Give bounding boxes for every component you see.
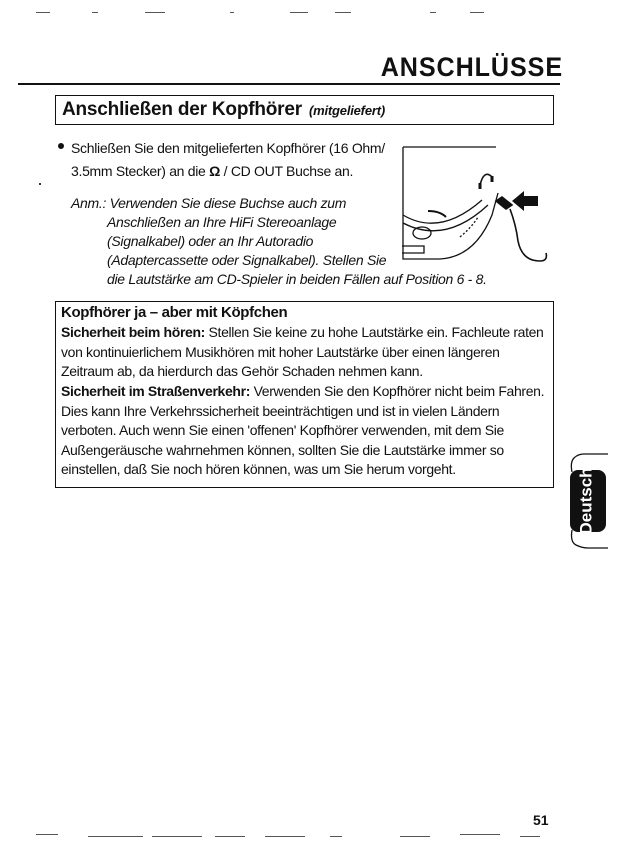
language-tab-label: Deutsch (577, 467, 597, 535)
hearing-safety-label: Sicherheit beim hören: (61, 324, 205, 340)
scan-mark (36, 834, 58, 835)
traffic-safety-line-2: Dies kann Ihre Verkehrssicherheit beeinträchtigen und ist in vielen Ländern (61, 403, 500, 419)
headphone-jack-icon (480, 174, 492, 189)
hearing-safety-line-2: von kontinuierlichem Musikhören mit hoher Lautstärke über einen längeren (61, 344, 500, 360)
cd-player-drawing (402, 147, 498, 259)
bullet-dot (58, 143, 64, 149)
header-rule (18, 83, 560, 85)
note-line-4: (Adaptercassette oder Signalkabel). Stellen Sie (107, 252, 387, 268)
note-line-2: Anschließen an Ihre HiFi Stereoanlage (107, 214, 337, 230)
headphone-connection-illustration (400, 145, 560, 275)
page-number: 51 (533, 812, 549, 828)
hearing-safety-line-1 (61, 323, 544, 341)
safety-warning-box (55, 301, 554, 488)
scan-mark (400, 836, 430, 837)
scan-mark (88, 836, 143, 837)
note-line-5: die Lautstärke am CD-Spieler in beiden Fällen auf Position 6 - 8. (107, 271, 487, 287)
bullet-line-2-text: 3.5mm Stecker) an die (71, 163, 206, 179)
traffic-safety-label: Sicherheit im Straßenverkehr: (61, 383, 251, 399)
traffic-safety-text: Verwenden Sie den Kopfhörer nicht beim Fahren. (253, 383, 545, 399)
scan-mark (430, 12, 436, 13)
scan-mark (470, 12, 484, 13)
section-title (62, 99, 385, 121)
scan-mark (230, 12, 234, 13)
note-line-3: (Signalkabel) oder an Ihr Autoradio (107, 233, 314, 249)
scan-mark (335, 12, 351, 13)
scan-mark (152, 836, 202, 837)
scan-mark (520, 836, 540, 837)
scan-mark (215, 836, 245, 837)
section-title-box (55, 95, 554, 125)
hearing-safety-text: Stellen Sie keine zu hohe Lautstärke ein. Fachleute raten (208, 324, 544, 340)
scan-mark (460, 834, 500, 835)
hearing-safety-line-3: Zeitraum ab, da hierdurch das Gehör Schaden nehmen kann. (61, 363, 423, 379)
bullet-line-2-end: / CD OUT Buchse an. (223, 163, 354, 179)
scan-mark (265, 836, 305, 837)
scan-mark (330, 836, 342, 837)
traffic-safety-line-1 (61, 382, 544, 400)
section-title-text: Anschließen der Kopfhörer (62, 99, 302, 120)
page-title: ANSCHLÜSSE (380, 52, 563, 82)
scan-mark (36, 12, 50, 13)
note-line-1: Anm.: Verwenden Sie diese Buchse auch zum (71, 195, 347, 211)
traffic-safety-line-3: verboten. Auch wenn Sie einen 'offenen' Kopfhörer verwenden, mit dem Sie (61, 422, 504, 438)
traffic-safety-line-5: einstellen, daß Sie noch hören können, was um Sie herum vorgeht. (61, 461, 456, 477)
scan-mark (290, 12, 308, 13)
bullet-line-1: Schließen Sie den mitgelieferten Kopfhörer (16 Ohm/ (71, 140, 385, 156)
bullet-line-2 (71, 162, 353, 180)
headphone-symbol-icon: Ω (209, 163, 221, 179)
scan-mark (145, 12, 165, 13)
language-tab (569, 469, 605, 533)
warning-title: Kopfhörer ja – aber mit Köpfchen (61, 304, 288, 321)
scan-speck (39, 183, 41, 185)
scan-mark (92, 12, 98, 13)
traffic-safety-line-4: Außengeräusche wahrnehmen können, sollten Sie die Lautstärke immer so (61, 442, 504, 458)
insert-arrow-icon (512, 191, 538, 211)
section-subtitle: (mitgeliefert) (309, 103, 385, 118)
